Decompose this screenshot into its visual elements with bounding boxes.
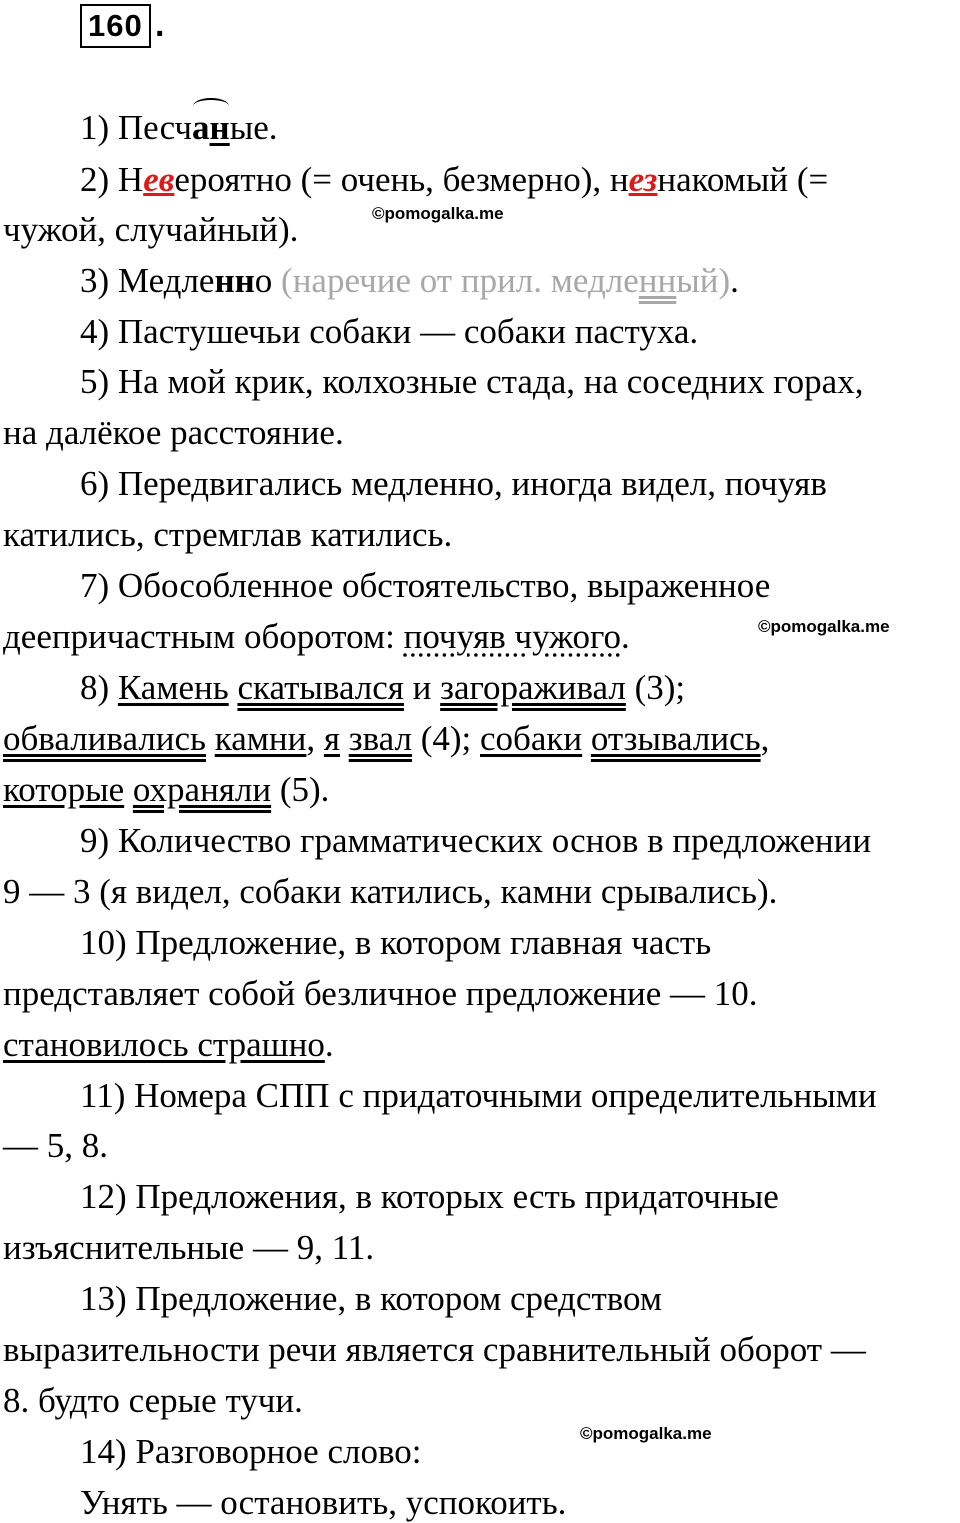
watermark: ©pomogalka.me [758, 617, 890, 636]
item-3: 3) Медленно (наречие от прил. медленный). [80, 261, 739, 300]
item-2-line-2: чужой, случайный). [3, 210, 299, 249]
item-6-line-2: катились, стремглав катились. [3, 515, 453, 554]
suffix-arc: ан [192, 108, 230, 147]
item-7-line-2: деепричастным оборотом: почуяв чужого. [3, 617, 630, 656]
item-8-line-3: которые охраняли (5). [3, 770, 330, 809]
item-10-line-1: 10) Предложение, в котором главная часть [80, 923, 712, 962]
item-13-line-1: 13) Предложение, в котором средством [80, 1279, 663, 1318]
item-5-line-2: на далёкое расстояние. [3, 413, 344, 452]
item-5-line-1: 5) На мой крик, колхозные стада, на соседних горах, [80, 362, 864, 401]
item-13-line-2: выразительности речи является сравнительный оборот — [3, 1330, 866, 1369]
item-10-line-2: представляет собой безличное предложение — 10. [3, 974, 758, 1013]
item-10-line-3: становилось страшно. [3, 1025, 334, 1064]
item-7-line-1: 7) Обособленное обстоятельство, выраженное [80, 566, 771, 605]
item-12-line-1: 12) Предложения, в которых есть придаточные [80, 1177, 779, 1216]
item-12-line-2: изъяснительные — 9, 11. [3, 1228, 375, 1267]
item-2-line-1: 2) Невероятно (= очень, безмерно), незнакомый (= [80, 160, 829, 199]
item-14-line-1: 14) Разговорное слово: [80, 1432, 422, 1471]
item-8-line-2: обваливались камни, я звал (4); собаки отзывались, [3, 719, 770, 758]
exercise-number: 160 [80, 4, 151, 48]
item-9-line-2: 9 — 3 (я видел, собаки катились, камни срывались). [3, 872, 778, 911]
item-13-line-3: 8. будто серые тучи. [3, 1381, 303, 1420]
item-11-line-2: — 5, 8. [3, 1126, 108, 1165]
item-14-line-2: Унять — остановить, успокоить. [80, 1483, 567, 1522]
watermark: ©pomogalka.me [580, 1424, 712, 1443]
item-9-line-1: 9) Количество грамматических основ в предложении [80, 821, 872, 860]
item-11-line-1: 11) Номера СПП с придаточными определительными [80, 1076, 877, 1115]
item-8-line-1: 8) Камень скатывался и загораживал (3); [80, 668, 686, 707]
item-6-line-1: 6) Передвигались медленно, иногда видел, почуяв [80, 464, 827, 503]
watermark: ©pomogalka.me [372, 204, 504, 223]
item-4: 4) Пастушечьи собаки — собаки пастуха. [80, 312, 699, 351]
exercise-number-dot: . [155, 6, 165, 44]
item-1: 1) Песчаные. [80, 108, 278, 147]
